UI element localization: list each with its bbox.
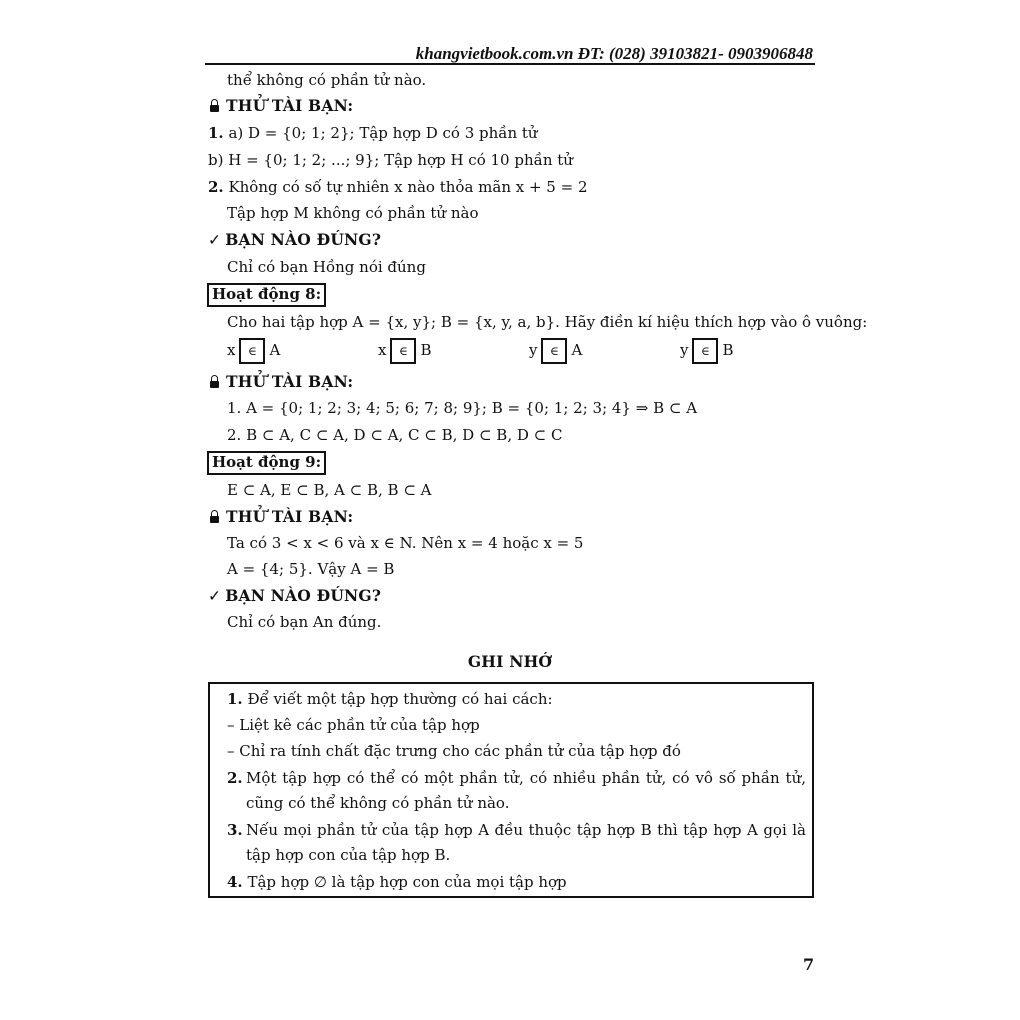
note-item: 1. Để viết một tập hợp thường có hai cách:	[227, 690, 553, 708]
text-line: Chỉ có bạn Hồng nói đúng	[227, 258, 426, 276]
section-heading-who: ✓ BẠN NÀO ĐÚNG?	[208, 586, 382, 605]
text-line: thể không có phần tử nào.	[227, 71, 427, 89]
text-line: 1. A = {0; 1; 2; 3; 4; 5; 6; 7; 8; 9}; B = {0; 1; 2; 3; 4} ⇒ B ⊂ A	[227, 399, 698, 417]
checkmark-icon: ✓	[208, 587, 222, 605]
membership-item: x ∈ B	[378, 338, 432, 364]
answer-box: ∈	[692, 338, 718, 364]
note-item: Một tập hợp có thể có một phần tử, có nhiều phần tử, có vô số phần tử,	[246, 769, 806, 787]
note-item: cũng có thể không có phần tử nào.	[246, 794, 510, 812]
text-line: Cho hai tập hợp A = {x, y}; B = {x, y, a, b}. Hãy điền kí hiệu thích hợp vào ô vuông:	[227, 313, 868, 331]
text-line: b) H = {0; 1; 2; ...; 9}; Tập hợp H có 10 phần tử	[208, 151, 573, 169]
ghi-nho-box	[208, 682, 814, 898]
activity-8-label: Hoạt động 8:	[207, 283, 326, 307]
text-line: A = {4; 5}. Vậy A = B	[227, 560, 395, 578]
answer-box: ∈	[541, 338, 567, 364]
section-heading-try: THỬ TÀI BẠN:	[210, 372, 353, 391]
membership-item: x ∈ A	[227, 338, 280, 364]
note-item: 4. Tập hợp ∅ là tập hợp con của mọi tập hợp	[227, 873, 567, 891]
text-line: 2. B ⊂ A, C ⊂ A, D ⊂ A, C ⊂ B, D ⊂ B, D ⊂ C	[227, 426, 563, 444]
note-item: 2.	[227, 769, 243, 787]
text-line: Tập hợp M không có phần tử nào	[227, 204, 479, 222]
page-number: 7	[803, 955, 815, 974]
activity-9-label: Hoạt động 9:	[207, 451, 326, 475]
answer-box: ∈	[239, 338, 265, 364]
section-heading-who: ✓ BẠN NÀO ĐÚNG?	[208, 230, 382, 249]
lock-icon	[210, 510, 219, 523]
text-line: Ta có 3 < x < 6 và x ∈ N. Nên x = 4 hoặc x = 5	[227, 534, 584, 552]
text-line: 2. Không có số tự nhiên x nào thỏa mãn x + 5 = 2	[208, 178, 588, 196]
note-item: – Liệt kê các phần tử của tập hợp	[227, 716, 480, 734]
text-line: E ⊂ A, E ⊂ B, A ⊂ B, B ⊂ A	[227, 481, 432, 499]
text-line: 1. a) D = {0; 1; 2}; Tập hợp D có 3 phần tử	[208, 124, 538, 142]
section-heading-try: THỬ TÀI BẠN:	[210, 96, 353, 115]
ghi-nho-title: GHI NHỚ	[467, 652, 553, 671]
header-rule	[205, 63, 815, 65]
lock-icon	[210, 99, 219, 112]
note-item: tập hợp con của tập hợp B.	[246, 846, 451, 864]
checkmark-icon: ✓	[208, 231, 222, 249]
note-item: 3.	[227, 821, 243, 839]
text-line: Chỉ có bạn An đúng.	[227, 613, 382, 631]
answer-box: ∈	[390, 338, 416, 364]
lock-icon	[210, 375, 219, 388]
membership-item: y ∈ B	[680, 338, 734, 364]
header-text: khangvietbook.com.vn ĐT: (028) 39103821- 0903906848	[415, 44, 813, 63]
note-item: Nếu mọi phần tử của tập hợp A đều thuộc tập hợp B thì tập hợp A gọi là	[246, 821, 806, 839]
section-heading-try: THỬ TÀI BẠN:	[210, 507, 353, 526]
note-item: – Chỉ ra tính chất đặc trưng cho các phần tử của tập hợp đó	[227, 742, 681, 760]
membership-item: y ∈ A	[529, 338, 582, 364]
